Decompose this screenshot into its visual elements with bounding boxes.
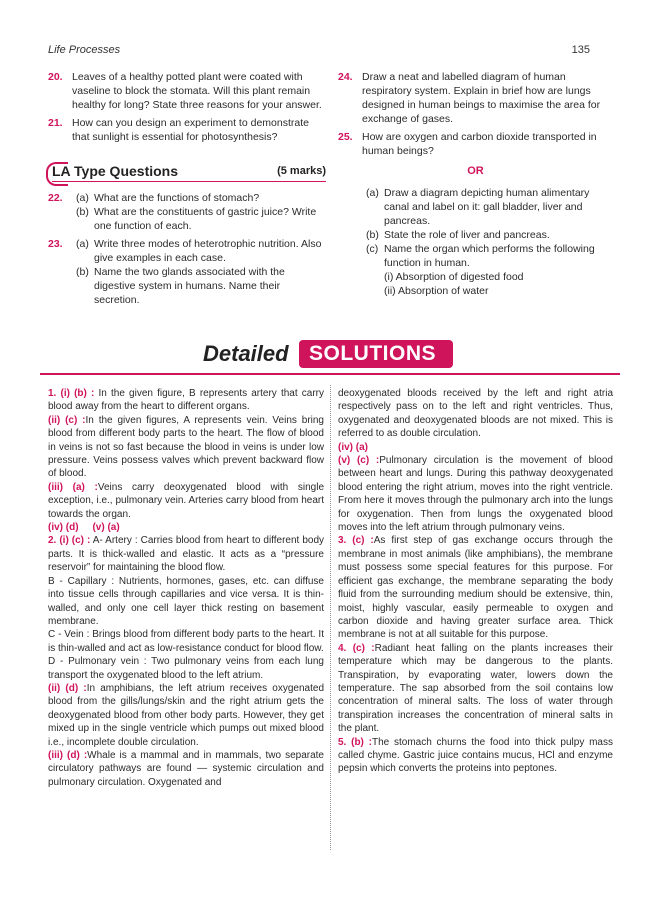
- la-section-marks: (5 marks): [277, 165, 326, 177]
- part-text: Draw a diagram depicting human alimentary canal and label on it: gall bladder, liver and pancreas.: [384, 187, 590, 227]
- solutions-left: [48, 387, 324, 789]
- answer-key: (c) :: [352, 535, 374, 547]
- alt-part-b: [362, 228, 613, 242]
- answer-key: (ii) (d) :: [48, 682, 87, 694]
- solution-number: 3.: [338, 535, 347, 547]
- solution-text: Radiant heat falling on the plants increases their temperature which may be dangerous to the plants. Transpiration, by evaporating water, lowers down the temperature. The sap absorbed from the soil contains low concentration of mineral salts. The loss of water through transpiration increases the concentration of mineral salts in the plant.: [338, 642, 613, 735]
- part-text: Write three modes of heterotrophic nutrition. Also give examples in each case.: [94, 238, 322, 264]
- part-label: (a): [76, 192, 89, 204]
- question-22-part-a: [72, 191, 324, 205]
- solution-2-iii-continued: deoxygenated bloods received by the left and right atria respectively pass on to the left and right ventricles. Thus, oxygenated and deoxygenated bloods are not mixed. This is referred to as double circulation.: [338, 388, 613, 440]
- question-22-part-b: [72, 205, 324, 233]
- answer-key: (c) :: [352, 642, 375, 654]
- question-text: How can you design an experiment to demonstrate that sunlight is essential for photosynthesis?: [72, 117, 309, 143]
- solution-2-iii: [48, 749, 324, 789]
- question-text: How are oxygen and carbon dioxide transported in human beings?: [362, 131, 597, 157]
- question-number: 25.: [338, 131, 353, 143]
- answer-key: (v) (c) :: [338, 455, 380, 467]
- part-label: (a): [366, 187, 379, 199]
- part-label: (b): [366, 229, 379, 241]
- alt-part-c-ii: (ii) Absorption of water: [384, 285, 489, 297]
- answer-key: (iv) (d): [48, 522, 79, 534]
- answer-key: (i) (b) :: [60, 388, 95, 399]
- part-text: State the role of liver and pancreas.: [384, 229, 550, 241]
- question-number: 22.: [48, 192, 63, 204]
- part-label: (a): [76, 238, 89, 250]
- column-divider: [330, 385, 331, 850]
- chapter-title: Life Processes: [48, 44, 121, 56]
- answer-key: (iii) (d) :: [48, 749, 88, 761]
- solution-number: 4.: [338, 642, 347, 654]
- solution-text: Whale is a mammal and in mammals, two separate circulatory pathways are found — systemic circulation and pulmonary circulation. Oxygenated and: [48, 749, 324, 788]
- question-number: 24.: [338, 71, 353, 83]
- la-underline: [52, 181, 326, 182]
- solution-4: [338, 642, 613, 736]
- question-23-part-b: [72, 265, 324, 307]
- solution-2-ii: [48, 682, 324, 749]
- question-number: 23.: [48, 238, 63, 250]
- question-24: [338, 70, 613, 126]
- question-22: [48, 191, 324, 233]
- question-20: [48, 70, 324, 112]
- solution-text: Pulmonary circulation is the movement of blood between heart and lungs. During this pathway deoxygenated blood entering the right atrium, moves into the right ventricle. From here it moves through the pulmonary arch into the lungs for oxygenation. Then from lungs the oxygenated blood moves into the left atrium through pulmonary veins.: [338, 455, 613, 534]
- question-25: [338, 130, 613, 158]
- solution-2-b: B - Capillary : Nutrients, hormones, gases, etc. can diffuse into tissue cells through capillaries and vice versa. It is thin-walled, and only one cell layer thick resting on basement membrane.: [48, 575, 324, 627]
- question-text: Leaves of a healthy potted plant were coated with vaseline to block the stomata. Will this plant remain healthy for long? State three reasons for your answer.: [72, 71, 322, 111]
- la-questions: [48, 191, 324, 311]
- la-section-heading: [46, 162, 326, 182]
- solution-1-iii: [48, 481, 324, 521]
- alt-part-c-i: (i) Absorption of digested food: [384, 271, 524, 283]
- solutions-heading-highlight: SOLUTIONS: [309, 342, 437, 365]
- la-section-title: LA Type Questions: [52, 163, 179, 179]
- solution-2-iv: [338, 441, 613, 454]
- solution-2-d: D - Pulmonary vein : Two pulmonary veins from each lung transport the oxygenated blood to the left atrium.: [48, 656, 324, 681]
- solution-text: The stomach churns the food into thick pulpy mass called chyme. Gastric juice contains mucus, HCl and enzyme pepsin which converts the proteins into peptones.: [338, 736, 613, 775]
- part-label: (b): [76, 206, 89, 218]
- part-label: (c): [366, 243, 379, 255]
- answer-key: (iv) (a): [338, 441, 368, 453]
- solution-1-ii: [48, 414, 324, 481]
- solution-text: In the given figure, B represents artery that carry blood away from the heart to different organs.: [48, 388, 325, 413]
- question-number: 21.: [48, 117, 63, 129]
- answer-key: (iii) (a) :: [48, 481, 98, 493]
- solution-1-i: [48, 387, 324, 414]
- answer-key: (v) (a): [92, 522, 120, 534]
- solution-number: 1.: [48, 388, 57, 399]
- part-text: Name the two glands associated with the digestive system in humans. Name their secretion.: [94, 266, 285, 306]
- solutions-right: [338, 387, 613, 776]
- question-number: 20.: [48, 71, 63, 83]
- page-number: 135: [571, 44, 590, 56]
- question-23-part-a: [72, 237, 324, 265]
- solution-5: [338, 736, 613, 776]
- solution-2-i: [48, 534, 324, 574]
- right-questions: [338, 70, 613, 298]
- or-separator: OR: [467, 165, 484, 177]
- solution-text: In amphibians, the left atrium receives oxygenated blood from the gills/lungs/skin and the right atrium gets the deoxygenated blood from other body parts. However, they get mixed up in the single ventricle which pumps out mixed blood i.e., incomplete double circulation.: [48, 682, 325, 748]
- solution-2-c: C - Vein : Brings blood from different body parts to the heart. It is thin-walled and act as low-resistance conduct for blood flow.: [48, 629, 324, 654]
- answer-key: (b) :: [351, 736, 372, 748]
- solution-number: 2.: [48, 535, 57, 547]
- question-23: [48, 237, 324, 307]
- solution-text: A- Artery : Carries blood from heart to different body parts. It is thick-walled and elastic. It acts as a “pressure reservoir” for maintaining the blood flow.: [48, 535, 325, 574]
- solution-2-v: [338, 454, 613, 534]
- answer-key: (i) (c) :: [59, 535, 91, 547]
- solution-3: [338, 534, 613, 641]
- solutions-rule: [40, 373, 620, 375]
- solutions-heading-prefix: Detailed: [203, 341, 289, 366]
- part-text: What are the functions of stomach?: [94, 192, 260, 204]
- solution-text: In the given figures, A represents vein. Veins bring blood from different body parts to the heart. The flow of blood in veins is not so fast because the blood in veins is under low pressure. Veins possess valves which prevent backward flow of blood.: [48, 414, 324, 480]
- part-label: (b): [76, 266, 89, 278]
- solution-text: Veins carry deoxygenated blood with single exception, i.e., pulmonary vein. Arteries carry blood from heart towards the organ.: [48, 481, 324, 520]
- question-text: Draw a neat and labelled diagram of human respiratory system. Explain in brief how are lungs designed in human beings to maximise the area for exchange of gases.: [362, 71, 601, 125]
- solution-1-iv-v: [48, 521, 324, 534]
- answer-key: (ii) (c) :: [48, 414, 86, 426]
- solution-text: As first step of gas exchange occurs through the membrane in most animals (like amphibians), the membrane must possess some special features for this purpose. For efficient gas exchange, the membrane separating the body fluid from the surrounding medium should be extensive, thin, moist, highly vascular, easily permeable to oxygen and carbon dioxide and having greater surface area. Thick membrane is not at all suitable for this purpose.: [338, 535, 613, 641]
- alt-part-c: [362, 242, 613, 298]
- alt-part-a: [362, 186, 613, 228]
- left-questions: [48, 70, 324, 148]
- solution-number: 5.: [338, 736, 347, 748]
- part-text: What are the constituents of gastric juice? Write one function of each.: [94, 206, 317, 232]
- question-21: [48, 116, 324, 144]
- part-text: Name the organ which performs the following function in human.: [384, 243, 595, 269]
